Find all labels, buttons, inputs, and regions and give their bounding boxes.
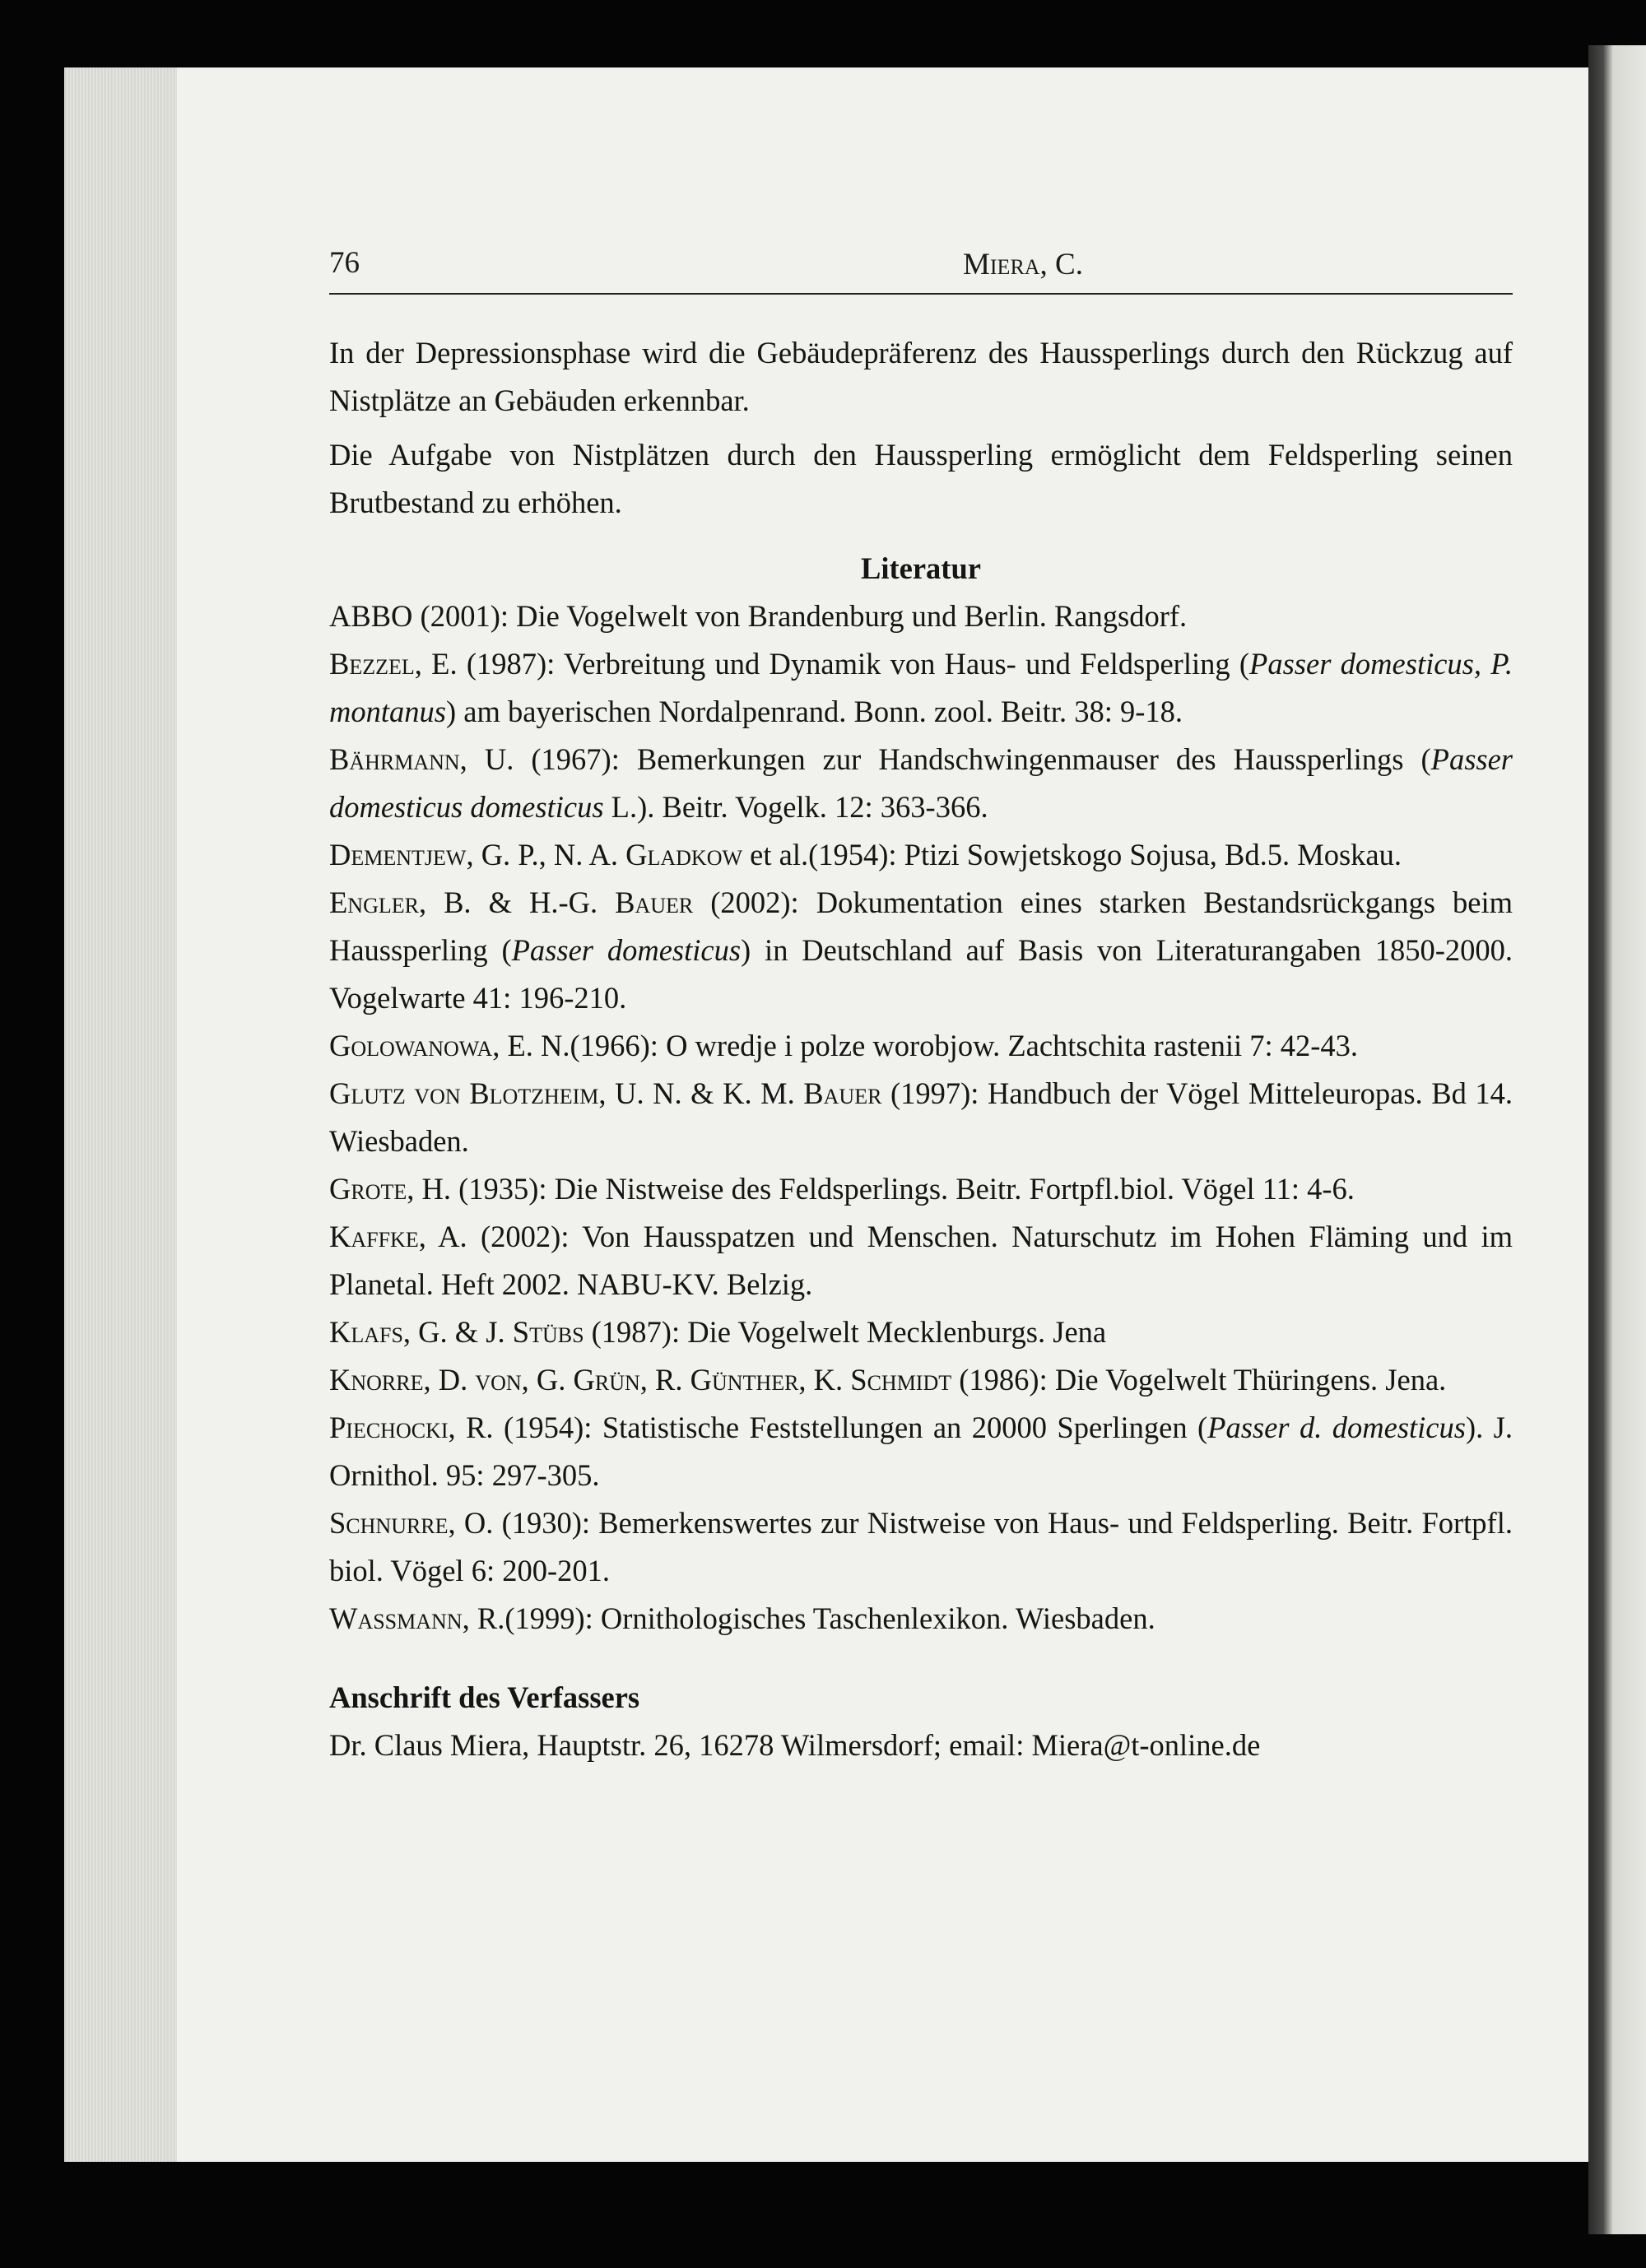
reference-author: Wassmann, R. — [329, 1601, 505, 1635]
reference-entry — [329, 831, 1513, 879]
reference-author: Schnurre, O. — [329, 1506, 494, 1540]
reference-entry — [329, 640, 1513, 736]
reference-entry — [329, 1499, 1513, 1595]
reference-species: Passer domesticus, P. montanus — [329, 647, 1513, 728]
reference-text: (1935): Die Nistweise des Feldsperlings. Beitr. Fortpfl.biol. Vögel 11: 4-6. — [450, 1172, 1355, 1206]
reference-text: ) in Deutschland auf Basis von Literaturangaben 1850-2000. Vogelwarte 41: 196-210. — [329, 933, 1513, 1015]
reference-text: ). J. Ornithol. 95: 297-305. — [329, 1411, 1513, 1492]
reference-text: (1966): O wredje i polze worobjow. Zachtschita rastenii 7: 42-43. — [570, 1029, 1359, 1062]
reference-entry — [329, 1308, 1513, 1356]
address-heading: Anschrift des Verfassers — [329, 1680, 640, 1714]
reference-entry — [329, 879, 1513, 1022]
reference-author: Engler, B. & H.-G. Bauer — [329, 885, 694, 919]
body-paragraph: In der Depressionsphase wird die Gebäudepräferenz des Haussperlings durch den Rückzug auf Nistplätze an Gebäuden erkennbar. — [329, 336, 1513, 417]
reference-entry — [329, 1213, 1513, 1308]
page-number: 76 — [329, 246, 360, 280]
reference-author: Kaffke, A. — [329, 1220, 467, 1253]
reference-list — [329, 593, 1513, 1643]
reference-species: Passer domesticus — [511, 933, 742, 967]
reference-text: L.). Beitr. Vogelk. 12: 363-366. — [603, 790, 988, 824]
reference-author: Knorre, D. von, G. Grün, R. Günther, K. Schmidt — [329, 1363, 952, 1397]
reference-text: (2002): Dokumentation eines starken Bestandsrückgangs beim Haussperling ( — [329, 885, 1513, 967]
reference-entry — [329, 1165, 1513, 1213]
reference-text: (1954): Statistische Feststellungen an 20000 Sperlingen ( — [493, 1411, 1208, 1444]
reference-author: Golowanowa, E. N. — [329, 1029, 570, 1062]
reference-author: Grote, H. — [329, 1172, 451, 1206]
running-head-author: Miera, C. — [963, 248, 1083, 281]
reference-entry — [329, 1356, 1513, 1404]
reference-text: (1987): Verbreitung und Dynamik von Haus- und Feldsperling ( — [457, 647, 1250, 681]
reference-author: Dementjew, G. P., N. A. Gladkow — [329, 838, 743, 871]
reference-text: (1930): Bemerkenswertes zur Nistweise von Haus- und Feldsperling. Beitr. Fortpfl. biol. Vögel 6: 200-201. — [329, 1506, 1513, 1587]
reference-author: Piechocki, R. — [329, 1411, 494, 1444]
author-address: Dr. Claus Miera, Hauptstr. 26, 16278 Wilmersdorf; email: Miera@t-online.de — [329, 1728, 1261, 1762]
reference-text: (1999): Ornithologisches Taschenlexikon. Wiesbaden. — [504, 1601, 1155, 1635]
page-content — [329, 329, 1513, 1769]
reference-text: ) am bayerischen Nordalpenrand. Bonn. zool. Beitr. 38: 9-18. — [445, 695, 1183, 728]
reference-entry — [329, 1595, 1513, 1643]
reference-author: Bezzel, E. — [329, 647, 458, 681]
reference-text: (1967): Bemerkungen zur Handschwingenmauser des Haussperlings ( — [514, 742, 1431, 776]
reference-text: (2002): Von Hausspatzen und Menschen. Naturschutz im Hohen Fläming und im Planetal. Heft 2002. NABU-KV. Belzig. — [329, 1220, 1513, 1301]
reference-author: Bährmann, U. — [329, 742, 514, 776]
reference-species: Passer d. domesticus — [1207, 1411, 1466, 1444]
adjacent-page-edge — [1588, 45, 1646, 2234]
reference-author: Glutz von Blotzheim, U. N. & K. M. Bauer — [329, 1076, 882, 1110]
reference-text: (1997): Handbuch der Vögel Mitteleuropas. Bd 14. Wiesbaden. — [329, 1076, 1513, 1158]
reference-author: Klafs, G. & J. Stübs — [329, 1315, 584, 1349]
running-header — [329, 244, 1513, 295]
reference-entry — [329, 736, 1513, 831]
reference-entry — [329, 593, 1513, 640]
literature-heading: Literatur — [861, 551, 981, 585]
reference-entry — [329, 1404, 1513, 1499]
reference-entry — [329, 1070, 1513, 1165]
reference-entry — [329, 1022, 1513, 1070]
reference-species: Passer domesticus domesticus — [329, 742, 1513, 824]
reference-text: (1987): Die Vogelwelt Mecklenburgs. Jena — [584, 1315, 1107, 1349]
page-stack-edge — [64, 67, 179, 2162]
reference-text: ABBO (2001): Die Vogelwelt von Brandenburg und Berlin. Rangsdorf. — [329, 599, 1188, 633]
reference-text: et al.(1954): Ptizi Sowjetskogo Sojusa, Bd.5. Moskau. — [742, 838, 1402, 871]
reference-text: (1986): Die Vogelwelt Thüringens. Jena. — [951, 1363, 1447, 1397]
body-paragraph: Die Aufgabe von Nistplätzen durch den Haussperling ermöglicht dem Feldsperling seinen Brutbestand zu erhöhen. — [329, 438, 1513, 519]
